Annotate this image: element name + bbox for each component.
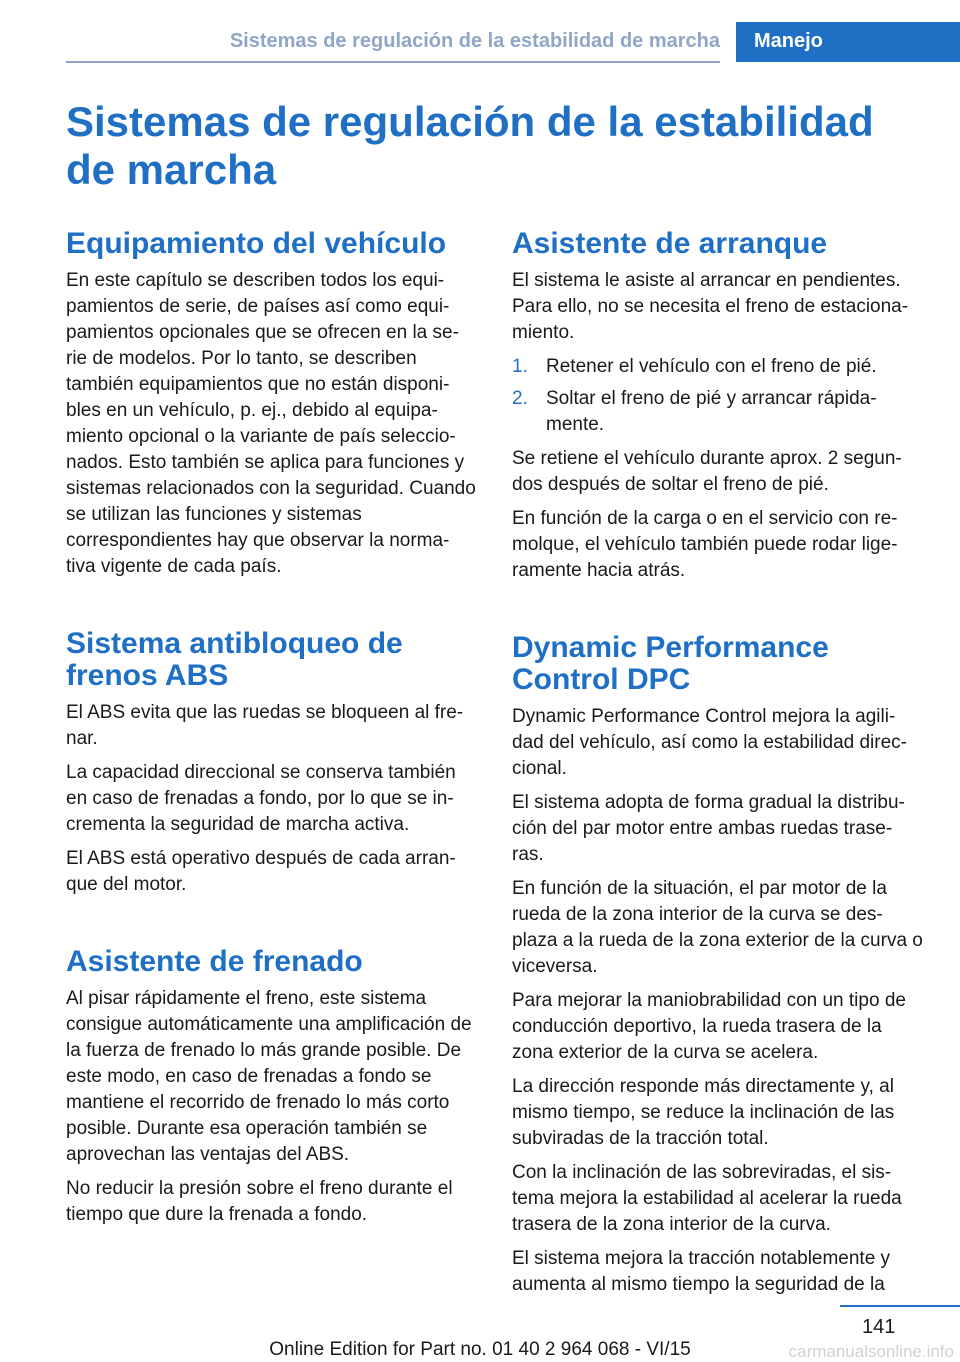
list-item	[512, 386, 927, 438]
paragraph: Al pisar rápidamente el freno, este sistema consigue automáticamente una amplificación de la fuerza de frenado lo más grande posible. De este modo, en caso de frenadas a fondo se mantiene el recorrido de frenado lo más corto posible. Durante esa operación también se aprovechan las ventajas del ABS.	[66, 988, 472, 1165]
step-text: Soltar el freno de pié y arrancar rápida‐ mente.	[546, 388, 877, 435]
paragraph: El sistema adopta de forma gradual la distribu‐ ción del par motor entre ambas ruedas trase‐ ras.	[512, 792, 905, 865]
paragraph: El sistema le asiste al arrancar en pendientes. Para ello, no se necesita el freno de estaciona‐ miento.	[512, 270, 909, 343]
footer-divider	[840, 1305, 960, 1307]
paragraph: Con la inclinación de las sobreviradas, el sis‐ tema mejora la estabilidad al acelerar la rueda trasera de la zona interior de la curva.	[512, 1162, 902, 1235]
paragraph: Dynamic Performance Control mejora la agili‐ dad del vehículo, así como la estabilidad direc‐ cional.	[512, 706, 908, 779]
paragraph: En este capítulo se describen todos los equi‐ pamientos de serie, de países así como equi‐ pamientos opcionales que se ofrecen en la se‐ rie de modelos. Por lo tanto, se describen también equipamientos que no están disponi‐ bles en un vehículo, p. ej., debido al equipa‐ miento opcional o la variante de país seleccio‐ nados. Esto también se aplica para funciones y sistemas relacionados con la seguridad. Cuando se utilizan las funciones y sistemas correspondientes hay que observar la norma‐ tiva vigente de cada país.	[66, 270, 476, 577]
header-divider	[66, 61, 720, 63]
section-heading: Asistente de frenado	[66, 945, 363, 978]
section-abs	[66, 628, 481, 898]
page-header	[66, 22, 960, 62]
section-heading: Dynamic Performance Control DPC	[512, 631, 829, 696]
paragraph: El ABS evita que las ruedas se bloqueen al fre‐ nar.	[66, 702, 464, 749]
paragraph: Para mejorar la maniobrabilidad con un tipo de conducción deportivo, la rueda trasera de la zona exterior de la curva se acelera.	[512, 990, 906, 1063]
chapter-tab: Manejo	[736, 22, 960, 62]
section-heading: Asistente de arranque	[512, 227, 828, 260]
section-heading: Equipamiento del vehículo	[66, 227, 447, 260]
right-column	[512, 228, 927, 1306]
paragraph: La capacidad direccional se conserva también en caso de frenadas a fondo, por lo que se in‐ crementa la seguridad de marcha activa.	[66, 762, 456, 835]
watermark: carmanualsonline.info	[788, 1342, 954, 1361]
steps-list	[512, 354, 927, 438]
step-number: 2.	[512, 388, 528, 409]
section-heading: Sistema antibloqueo de frenos ABS	[66, 627, 403, 692]
list-item	[512, 354, 927, 380]
section-dpc	[512, 632, 927, 1298]
page-title: Sistemas de regulación de la estabilidad de marcha	[66, 98, 874, 193]
running-section-title: Sistemas de regulación de la estabilidad de marcha	[229, 30, 720, 52]
paragraph: En función de la situación, el par motor de la rueda de la zona interior de la curva se des‐ plaza a la rueda de la zona exterior de la curva o viceversa.	[512, 878, 923, 977]
paragraph: En función de la carga o en el servicio con re‐ molque, el vehículo también puede rodar lige‐ ramente hacia atrás.	[512, 508, 898, 581]
paragraph: El sistema mejora la tracción notablemente y aumenta al mismo tiempo la seguridad de la	[512, 1248, 891, 1295]
section-asistente-frenado	[66, 946, 481, 1228]
section-equipamiento	[66, 228, 481, 580]
paragraph: El ABS está operativo después de cada arran‐ que del motor.	[66, 848, 456, 895]
paragraph: La dirección responde más directamente y, al mismo tiempo, se reduce la inclinación de las subviradas de la tracción total.	[512, 1076, 895, 1149]
paragraph: Se retiene el vehículo durante aprox. 2 segun‐ dos después de soltar el freno de pié.	[512, 448, 902, 495]
left-column	[66, 228, 481, 1236]
step-text: Retener el vehículo con el freno de pié.	[546, 356, 877, 377]
step-number: 1.	[512, 356, 528, 377]
section-asistente-arranque	[512, 228, 927, 584]
page-number: 141	[862, 1316, 896, 1338]
paragraph: No reducir la presión sobre el freno durante el tiempo que dure la frenada a fondo.	[66, 1178, 453, 1225]
edition-note: Online Edition for Part no. 01 40 2 964 068 - VI/15	[269, 1339, 691, 1360]
